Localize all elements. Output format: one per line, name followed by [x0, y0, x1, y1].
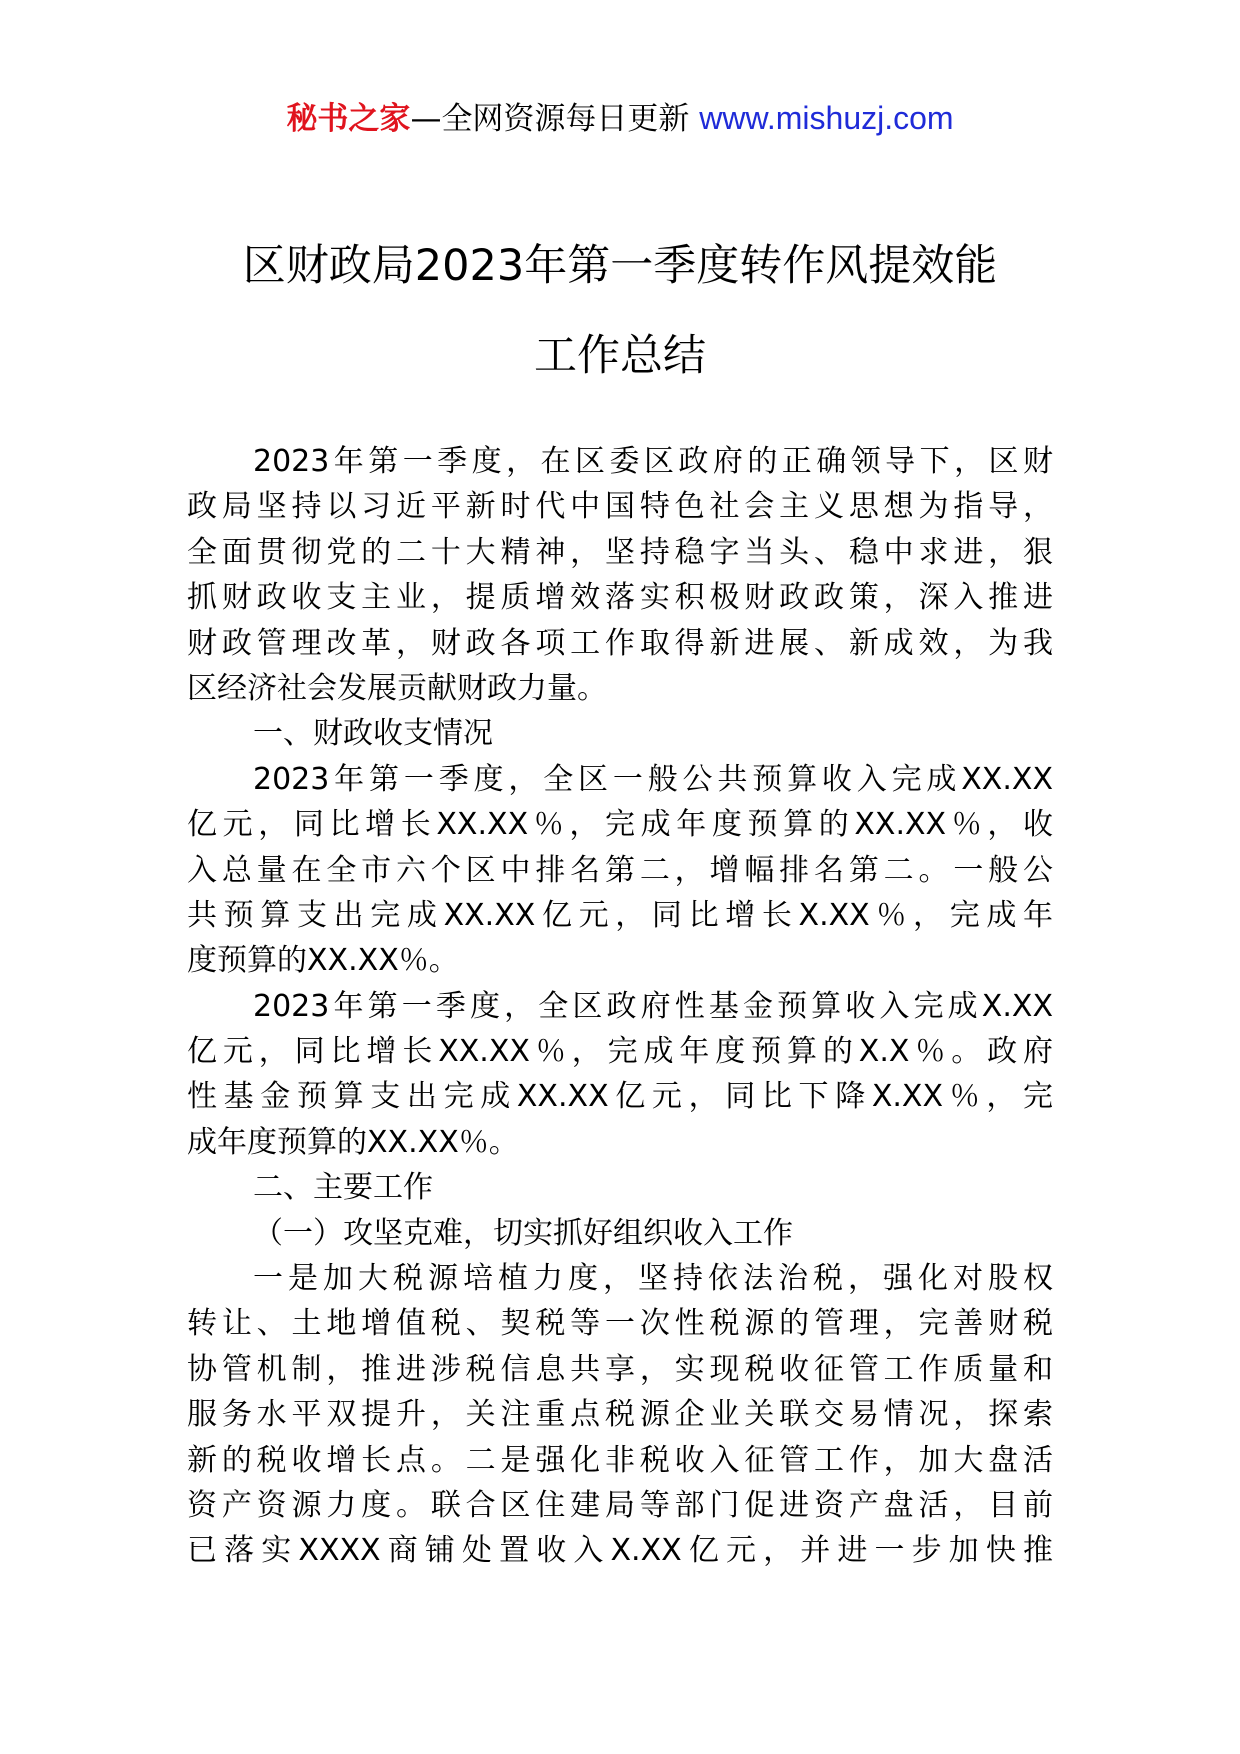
- site-url-link[interactable]: www.mishuzj.com: [699, 100, 954, 136]
- body-line: 成年度预算的XX.XX％。: [187, 1124, 519, 1160]
- body-line: 全面贯彻党的二十大精神，坚持稳字当头、稳中求进，狠: [187, 534, 1053, 570]
- body-line: 2023年第一季度，在区委区政府的正确领导下，区财: [253, 444, 1053, 479]
- document-title-line-1: 区财政局2023年第一季度转作风提效能: [242, 241, 998, 291]
- body-line: 亿元，同比增长XX.XX％，完成年度预算的XX.XX％，收: [187, 807, 1053, 843]
- document-body: [187, 439, 1053, 1574]
- body-line: 区经济社会发展贡献财政力量。: [187, 670, 607, 706]
- document-title-line-2: 工作总结: [534, 331, 706, 381]
- body-line: 入总量在全市六个区中排名第二，增幅排名第二。一般公: [187, 852, 1053, 888]
- body-line: 转让、土地增值税、契税等一次性税源的管理，完善财税: [187, 1306, 1053, 1342]
- section-heading: 二、主要工作: [253, 1170, 433, 1206]
- body-line: 服务水平双提升，关注重点税源企业关联交易情况，探索: [187, 1397, 1053, 1433]
- body-line: 协管机制，推进涉税信息共享，实现税收征管工作质量和: [187, 1351, 1053, 1387]
- body-line: 资产资源力度。联合区住建局等部门促进资产盘活，目前: [187, 1487, 1053, 1523]
- subsection-heading: （一）攻坚克难，切实抓好组织收入工作: [253, 1215, 793, 1251]
- body-line: 政局坚持以习近平新时代中国特色社会主义思想为指导，: [187, 489, 1053, 525]
- section-heading: 一、财政收支情况: [253, 716, 493, 752]
- body-line: 度预算的XX.XX％。: [187, 943, 459, 979]
- body-line: 性基金预算支出完成XX.XX亿元，同比下降X.XX％，完: [187, 1079, 1053, 1115]
- body-line: 财政管理改革，财政各项工作取得新进展、新成效，为我: [187, 625, 1053, 661]
- header-slogan: —全网资源每日更新: [410, 101, 690, 137]
- body-line: 共预算支出完成XX.XX亿元，同比增长X.XX％，完成年: [187, 897, 1053, 933]
- brand-name: 秘书之家: [286, 101, 411, 137]
- body-line: 新的税收增长点。二是强化非税收入征管工作，加大盘活: [187, 1442, 1053, 1478]
- body-line: 抓财政收支主业，提质增效落实积极财政政策，深入推进: [187, 580, 1053, 616]
- body-line: 一是加大税源培植力度，坚持依法治税，强化对股权: [253, 1261, 1053, 1297]
- body-line: 2023年第一季度，全区政府性基金预算收入完成X.XX: [253, 988, 1053, 1024]
- body-line: 2023年第一季度，全区一般公共预算收入完成XX.XX: [253, 761, 1053, 797]
- body-line: 已落实XXXX商铺处置收入X.XX亿元，并进一步加快推: [187, 1533, 1053, 1569]
- site-header: [0, 96, 1240, 141]
- body-line: 亿元，同比增长XX.XX％，完成年度预算的X.X％。政府: [187, 1034, 1053, 1070]
